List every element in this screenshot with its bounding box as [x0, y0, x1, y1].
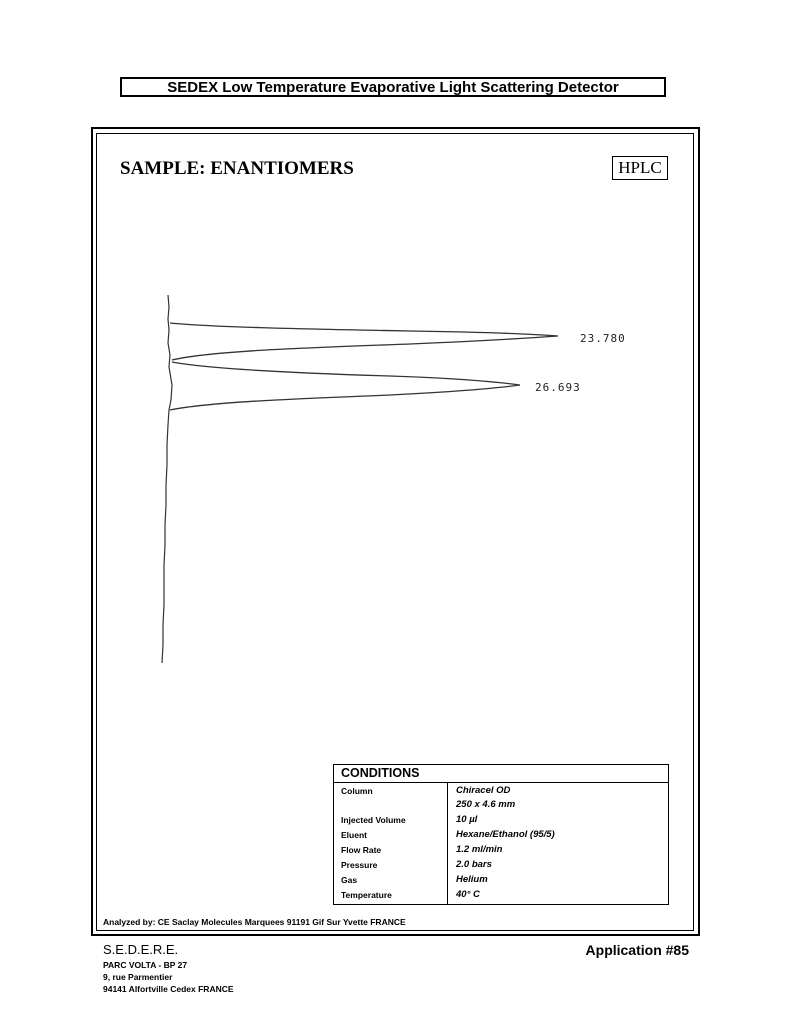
address-line-1: PARC VOLTA - BP 27 [103, 960, 188, 970]
conditions-row [334, 798, 668, 812]
condition-value: 250 x 4.6 mm [456, 799, 516, 810]
conditions-row [334, 813, 668, 827]
chromatogram [150, 285, 650, 675]
condition-key: Flow Rate [341, 845, 382, 855]
condition-value: Helium [456, 874, 488, 885]
technique-badge: HPLC [612, 156, 668, 180]
condition-value: Hexane/Ethanol (95/5) [456, 829, 555, 840]
address-line-2: 9, rue Parmentier [103, 972, 173, 982]
conditions-table [333, 764, 669, 905]
peak-1-label: 23.780 [580, 332, 626, 345]
conditions-row [334, 843, 668, 857]
peak-1-trace [170, 323, 558, 360]
condition-value: Chiracel OD [456, 785, 511, 796]
conditions-row [334, 828, 668, 842]
condition-key: Pressure [341, 860, 378, 870]
condition-key: Gas [341, 875, 358, 885]
peak-2-label: 26.693 [535, 381, 581, 394]
condition-key: Temperature [341, 890, 392, 900]
conditions-row [334, 784, 668, 798]
condition-key: Eluent [341, 830, 367, 840]
condition-value: 1.2 ml/min [456, 844, 503, 855]
analyzed-by-note: Analyzed by: CE Saclay Molecules Marquees 91191 Gif Sur Yvette FRANCE [103, 917, 406, 927]
condition-key: Injected Volume [341, 815, 406, 825]
condition-key: Column [341, 786, 373, 796]
chromatogram-baseline [162, 295, 172, 663]
application-number: Application #85 [585, 942, 689, 958]
conditions-row [334, 873, 668, 887]
conditions-title: CONDITIONS [334, 765, 668, 783]
condition-value: 10 µl [456, 814, 478, 825]
address-line-3: 94141 Alfortville Cedex FRANCE [103, 984, 234, 994]
condition-value: 40° C [456, 889, 480, 900]
peak-2-trace [170, 362, 520, 410]
sample-title: SAMPLE: ENANTIOMERS [120, 158, 354, 179]
conditions-row [334, 888, 668, 902]
conditions-row [334, 858, 668, 872]
condition-value: 2.0 bars [456, 859, 492, 870]
company-name: S.E.D.E.R.E. [103, 942, 179, 957]
document-header-title: SEDEX Low Temperature Evaporative Light Scattering Detector [120, 77, 666, 97]
